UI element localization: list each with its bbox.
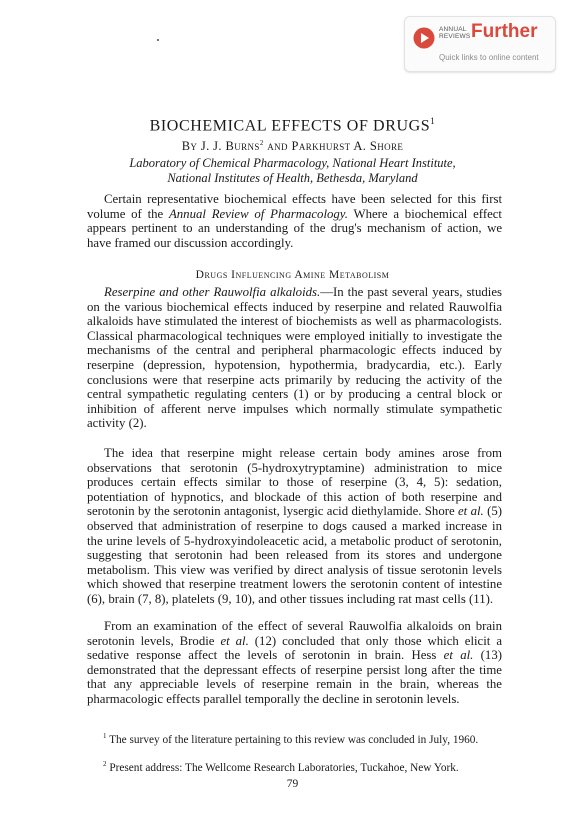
page-number: 79 — [286, 778, 299, 790]
paragraph-serotonin: The idea that reserpine might release certain body amines arose from observations that serotonin (5-hydroxytryptamine) administration to mice produces certain effects similar to those of reserpine (3, 4, 5): sedation, potentiation of hypnotics, and blockade of this action of both reserpine and serotonin by the serotonin antagonist, lysergic acid diethylamide. Shore et al. (5) observed that administration of reserpine to dogs caused a marked increase in the urine levels of 5-hydroxyindoleacetic acid, a metabolic product of serotonin, suggesting that serotonin had been released from its stores and undergone metabolism. This view was verified by direct analysis of tissue serotonin levels which showed that reserpine treatment lowers the serotonin content of intestine (6), brain (7, 8), platelets (9, 10), and other tissues including rat mast cells (11). — [87, 446, 502, 606]
byline-author1: By J. J. Burns — [181, 139, 260, 154]
badge-subtitle: Quick links to online content — [439, 53, 539, 62]
badge-brand: ANNUAL REVIEWS — [439, 26, 471, 40]
intro-paragraph: Certain representative biochemical effects have been selected for this first volume of the Annual Review of Pharmacology. Where a biochemical effect appears pertinent to an understanding of the drug's mechanism of action, we have framed our discussion accordingly. — [87, 192, 502, 250]
further-badge[interactable] — [404, 16, 556, 72]
affiliation-line-1: Laboratory of Chemical Pharmacology, National Heart Institute, — [129, 156, 456, 170]
badge-further-label: Further — [471, 21, 538, 42]
paragraph-lead: Reserpine and other Rauwolfia alkaloids. — [104, 285, 321, 299]
byline-author2: and Parkhurst A. Shore — [263, 139, 404, 154]
author1-footnote-mark: 2 — [259, 139, 264, 147]
journal-name: Annual Review of Pharmacology. — [168, 206, 348, 221]
title-footnote-mark: 1 — [430, 116, 436, 126]
article-title: BIOCHEMICAL EFFECTS OF DRUGS$^1$ — [149, 116, 436, 135]
affiliation-line-2: National Institutes of Health, Bethesda, Maryland — [167, 171, 418, 185]
paragraph-brain-levels: From an examination of the effect of several Rauwolfia alkaloids on brain serotonin levels, Brodie et al. (12) concluded that only those which elicit a sedative response affect the levels of serotonin in brain. Hess et al. (13) demonstrated that the depressant effects of reserpine persist long after the time that any appreciable levels of reserpine remain in the brain, whereas the pharmacologic effects parallel temporally the decline in serotonin levels. — [87, 619, 502, 706]
scan-speck — [157, 39, 159, 41]
play-arrow-icon — [413, 27, 435, 49]
byline — [0, 139, 585, 154]
footnote-2: $^2$ Present address: The Wellcome Research Laboratories, Tuckahoe, New York. — [103, 760, 459, 774]
paragraph-reserpine: Reserpine and other Rauwolfia alkaloids.—In the past several years, studies on the various biochemical effects induced by reserpine and related Rauwolfia alkaloids have stimulated the interest of biochemists as well as pharmacologists. Classical pharmacological techniques were employed initially to investigate the mechanisms of the central and peripheral pharmacologic effects induced by reserpine (depression, hypotension, hypothermia, bradycardia, etc.). Early conclusions were that reserpine acts primarily by reducing the activity of the central sympathetic regulating centers (1) or by producing a central block or inhibition of afferent nerve impulses which normally stimulate sympathetic activity (2). — [87, 285, 502, 431]
footnote-1: $^1$ The survey of the literature pertaining to this review was concluded in July, 1960. — [103, 732, 479, 746]
section-heading: Drugs Influencing Amine Metabolism — [195, 269, 390, 281]
